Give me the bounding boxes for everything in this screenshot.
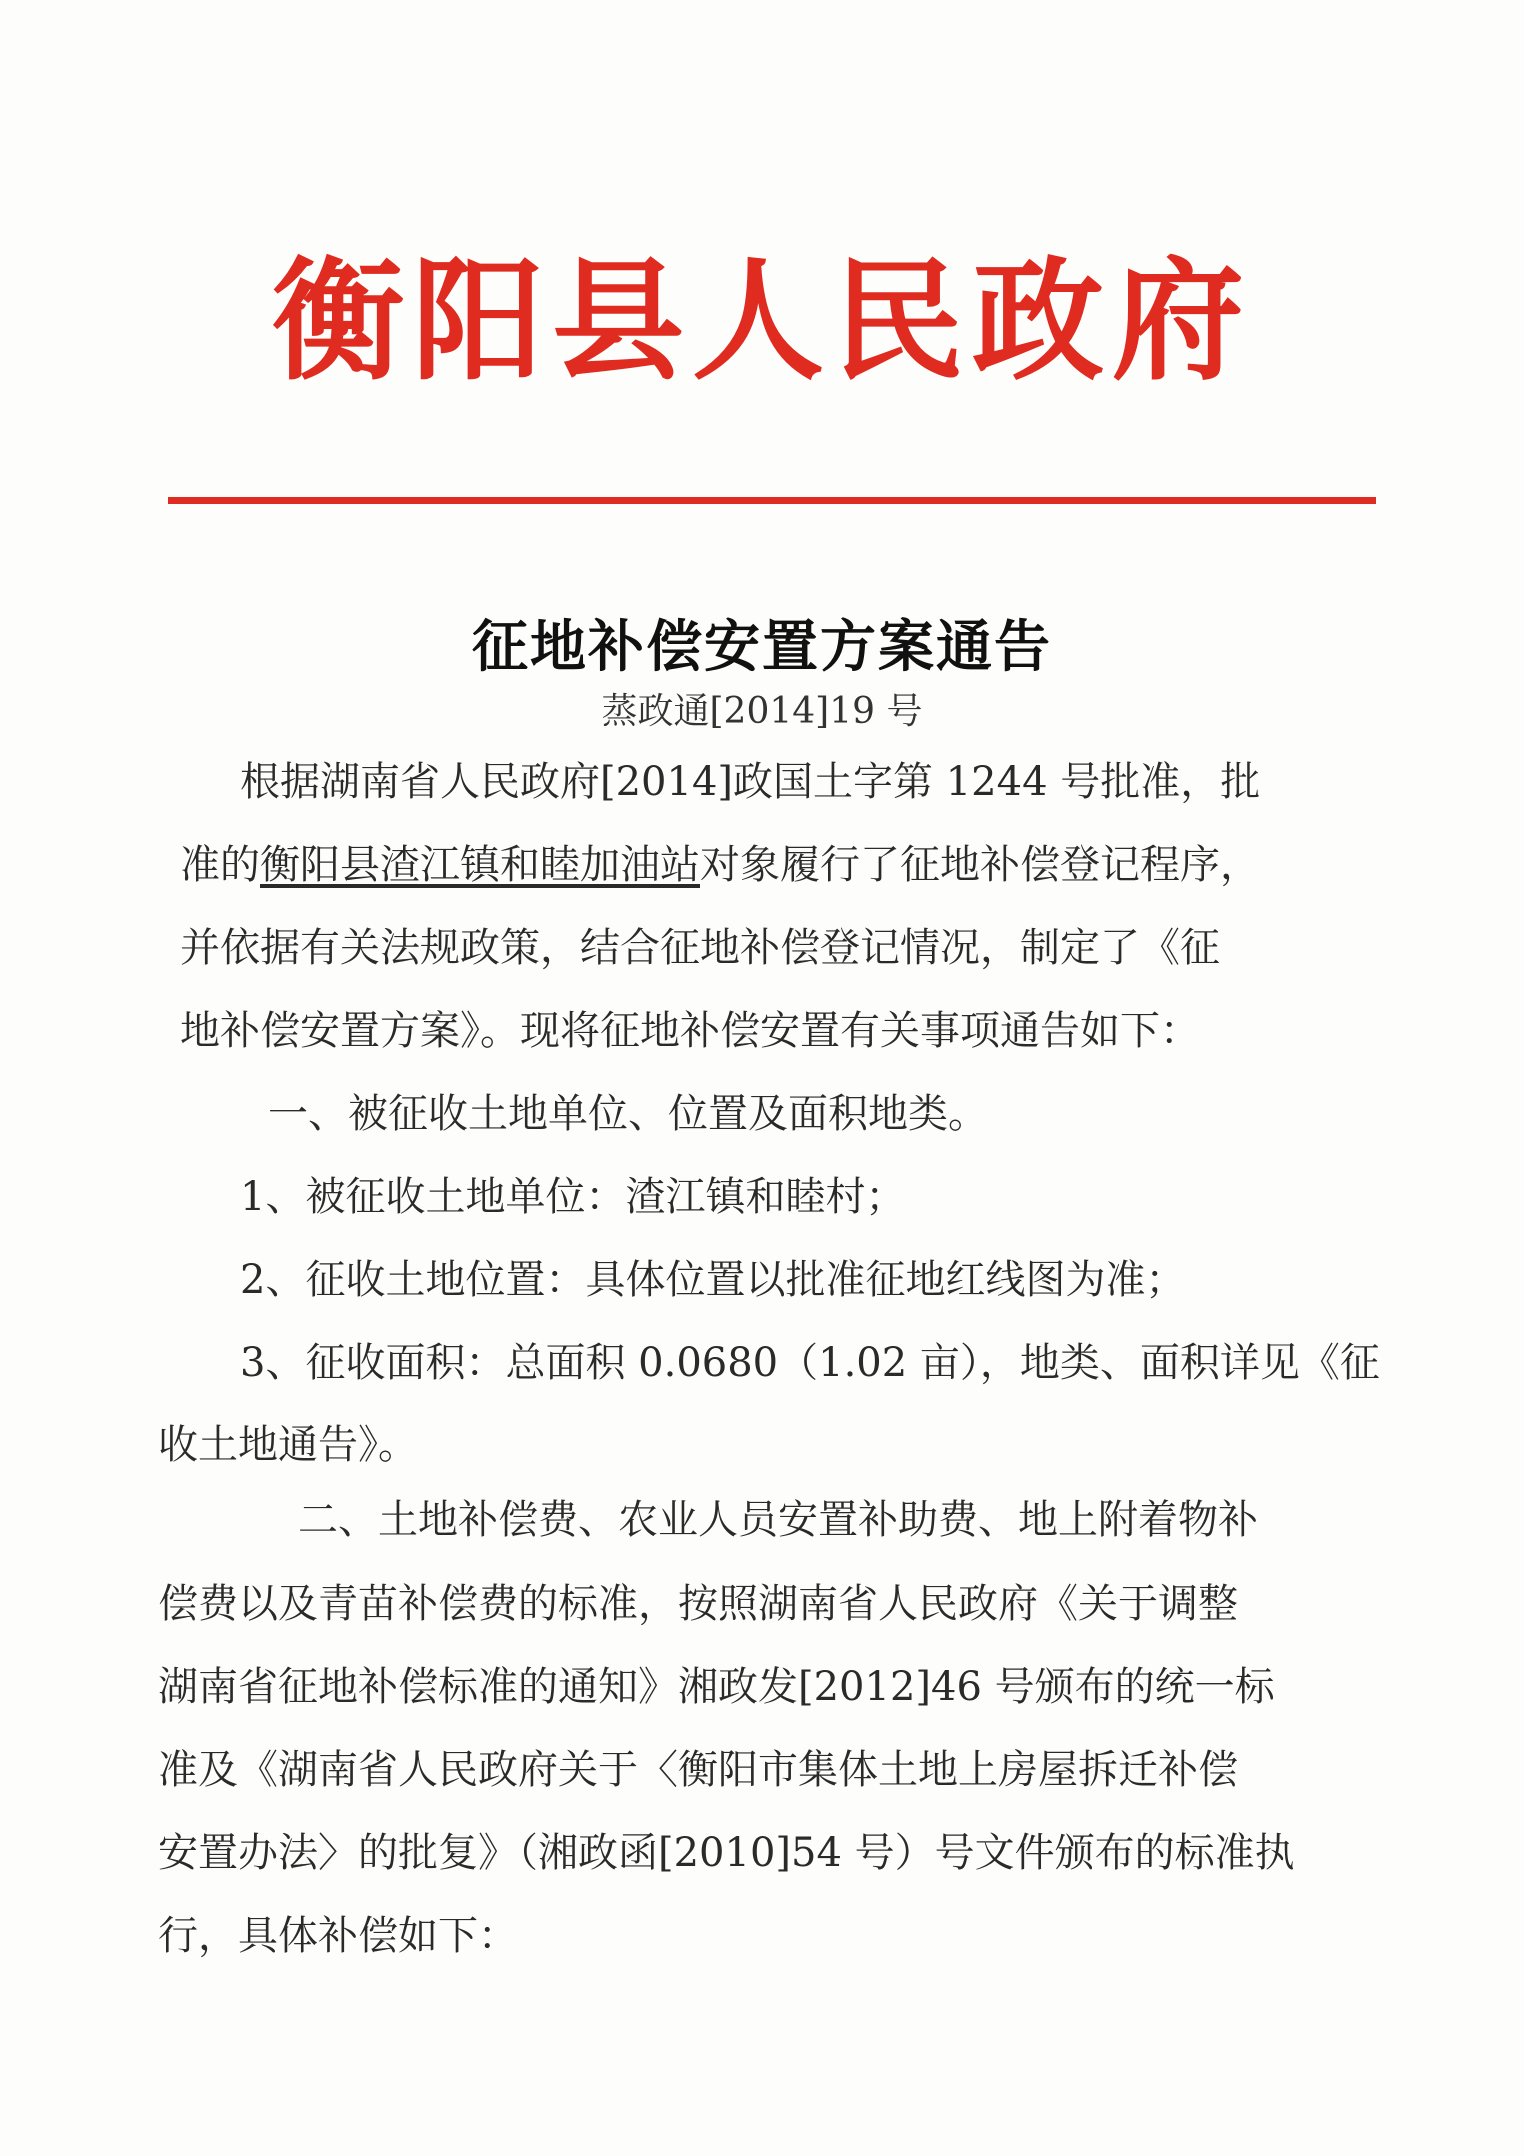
section-2-line-3: 湖南省征地补偿标准的通知》湘政发[2012]46 号颁布的统一标 — [158, 1664, 1275, 1710]
section-2-line-4: 准及《湖南省人民政府关于〈衡阳市集体土地上房屋拆迁补偿 — [158, 1747, 1238, 1793]
section-1-item-3-line-1: 3、征收面积：总面积 0.0680（1.02 亩），地类、面积详见《征 — [240, 1340, 1380, 1386]
paragraph-1-line-3: 并依据有关法规政策，结合征地补偿登记情况，制定了《征 — [180, 925, 1220, 971]
paragraph-1-line-2 — [180, 840, 1260, 890]
section-2-line-5: 安置办法〉的批复》（湘政函[2010]54 号）号文件颁布的标准执 — [158, 1830, 1295, 1876]
section-1-item-1: 1、被征收土地单位：渣江镇和睦村； — [240, 1174, 906, 1220]
underlined-project-name: 衡阳县渣江镇和睦加油站 — [260, 842, 700, 888]
notice-title: 征地补偿安置方案通告 — [472, 615, 1052, 680]
paragraph-1-line-2-start: 准的 — [180, 842, 260, 888]
section-1-item-2: 2、征收土地位置：具体位置以批准征地红线图为准； — [240, 1257, 1186, 1303]
section-1-heading: 一、被征收土地单位、位置及面积地类。 — [268, 1091, 988, 1137]
paragraph-1-line-1: 根据湖南省人民政府[2014]政国土字第 1244 号批准，批 — [240, 759, 1261, 805]
section-1-item-3-line-2: 收土地通告》。 — [158, 1422, 418, 1468]
paragraph-1-line-4: 地补偿安置方案》。现将征地补偿安置有关事项通告如下： — [180, 1008, 1200, 1054]
notice-number: 蒸政通[2014]19 号 — [601, 691, 923, 732]
section-2-line-1: 二、土地补偿费、农业人员安置补助费、地上附着物补 — [298, 1497, 1258, 1543]
section-2-line-2: 偿费以及青苗补偿费的标准，按照湖南省人民政府《关于调整 — [158, 1581, 1238, 1627]
red-divider-rule — [168, 497, 1376, 504]
paragraph-1-line-2-end: 对象履行了征地补偿登记程序， — [700, 842, 1260, 888]
issuer-masthead: 衡阳县人民政府 — [272, 245, 1252, 399]
section-2-line-6: 行，具体补偿如下： — [158, 1913, 518, 1959]
